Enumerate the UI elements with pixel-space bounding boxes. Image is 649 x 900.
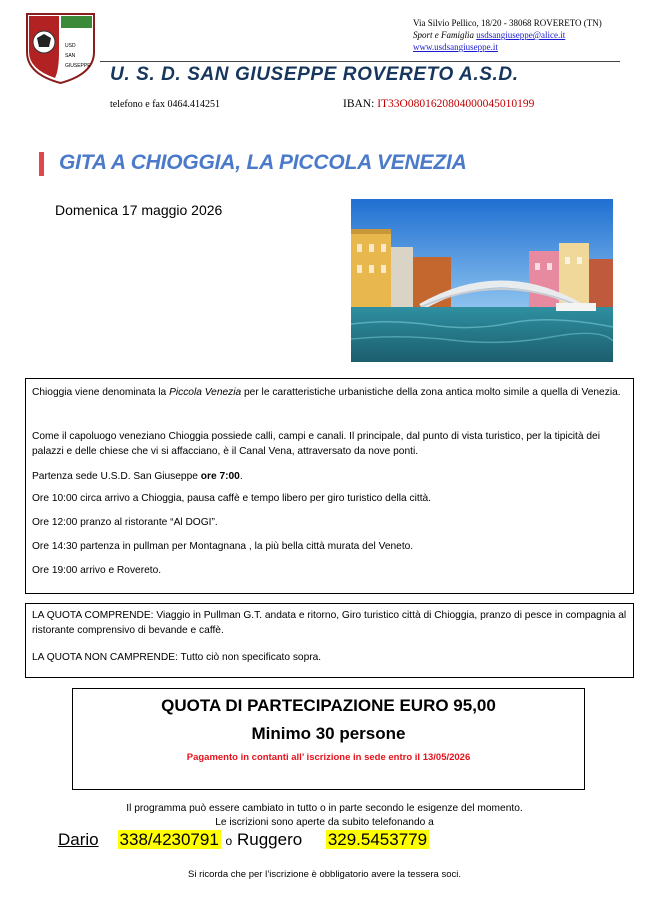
contact-name: Ruggero	[236, 830, 303, 849]
svg-text:SAN: SAN	[65, 53, 76, 59]
address-line: Via Silvio Pellico, 18/20 - 38068 ROVERETO (TN)	[413, 18, 602, 28]
iban-label: IBAN:	[343, 98, 375, 110]
club-name: U. S. D. SAN GIUSEPPE ROVERETO A.S.D.	[110, 64, 519, 85]
program-change-note: Il programma può essere cambiato in tutto o in parte secondo le esigenze del momento.	[126, 803, 523, 814]
price-line: QUOTA DI PARTECIPAZIONE EURO 95,00	[161, 696, 496, 715]
minimum-participants: Minimo 30 persone	[251, 724, 406, 743]
title-accent-bar	[39, 152, 44, 176]
email-link[interactable]: usdsangiuseppe@alice.it	[476, 30, 566, 40]
contact-name: Dario	[58, 830, 99, 849]
membership-note: Si ricorda che per l’iscrizione è obbligatorio avere la tessera soci.	[188, 869, 461, 880]
schedule-step: Ore 10:00 circa arrivo a Chioggia, pausa caffè e tempo libero per giro turistico della città.	[32, 493, 432, 504]
contact-phone[interactable]: 329.5453779	[327, 830, 428, 849]
registration-note: Le iscrizioni sono aperte da subito telefonando a	[215, 817, 434, 828]
departure-line: Partenza sede U.S.D. San Giuseppe ore 7:00.	[32, 471, 243, 482]
iban-value: IT33O0801620804000045010199	[377, 98, 535, 110]
includes-text: LA QUOTA COMPRENDE: Viaggio in Pullman G.T. andata e ritorno, Giro turistico città di Chioggia, pranzo di pesce in compagnia al ristorante comprensivo di bevande e caffè.	[32, 610, 627, 636]
website-link[interactable]: www.usdsangiuseppe.it	[413, 42, 498, 52]
contact-connector: o	[225, 834, 233, 848]
svg-text:USD: USD	[65, 43, 76, 49]
club-logo	[25, 12, 96, 84]
intro-paragraph: Chioggia viene denominata la Piccola Venezia per le caratteristiche urbanistiche della zona antica molto simile a quella di Venezia.	[32, 387, 621, 398]
website-line	[413, 41, 602, 53]
svg-text:GIUSEPPE: GIUSEPPE	[65, 63, 91, 69]
program-box	[25, 378, 634, 594]
club-address-block	[413, 17, 602, 53]
canal-paragraph: Come il capoluogo veneziano Chioggia possiede calli, campi e canali. Il principale, dal punto di vista turistico, per la tipicità dei palazzi e delle chiese che vi si affacciano, è il Canal Vena, attraversato da nove ponti.	[32, 431, 600, 457]
schedule-step: Ore 14:30 partenza in pullman per Montagnana , la più bella città murata del Veneto.	[32, 541, 414, 552]
email-line: Sport e Famiglia usdsangiuseppe@alice.it	[413, 30, 566, 40]
chioggia-canal-photo	[351, 199, 613, 362]
phone-text: telefono e fax 0464.414251	[110, 99, 220, 110]
contact-line	[58, 830, 429, 850]
header-divider	[100, 61, 620, 62]
price-box	[72, 688, 585, 790]
iban-line	[343, 98, 534, 110]
payment-note: Pagamento in contanti all’ iscrizione in sede entro il 13/05/2026	[186, 752, 471, 763]
page-title: GITA A CHIOGGIA, LA PICCOLA VENEZIA	[59, 151, 467, 174]
schedule-step: Ore 19:00 arrivo e Rovereto.	[32, 565, 162, 576]
price-includes-box	[25, 603, 634, 678]
contact-phone[interactable]: 338/4230791	[119, 830, 219, 849]
excludes-text: LA QUOTA NON CAMPRENDE: Tutto ciò non specificato sopra.	[32, 652, 322, 663]
schedule-step: Ore 12:00 pranzo al ristorante “Al DOGI”.	[32, 517, 218, 528]
trip-date: Domenica 17 maggio 2026	[55, 202, 223, 218]
